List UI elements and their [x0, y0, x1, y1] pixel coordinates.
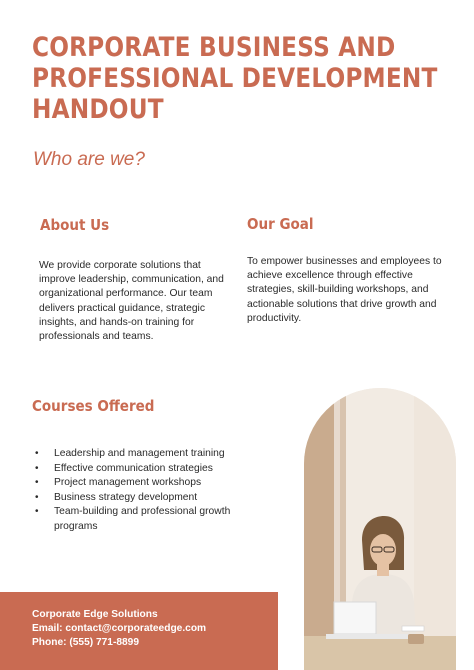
our-goal-heading: Our Goal: [247, 215, 314, 233]
list-item: • Business strategy development: [32, 491, 252, 506]
footer-company-name: Corporate Edge Solutions: [32, 609, 158, 620]
photo-illustration: [304, 388, 456, 670]
courses-offered-heading: Courses Offered: [32, 397, 155, 415]
title-line-3: HANDOUT: [32, 94, 164, 125]
courses-list: [32, 447, 252, 534]
list-item: • Team-building and professional growth programs: [32, 505, 252, 534]
document-title: [32, 32, 438, 125]
footer-phone: Phone: (555) 771-8899: [32, 637, 140, 648]
about-us-text: We provide corporate solutions that improve leadership, communication, and organizational performance. Our team delivers practical guidance, strategic insights, and hands-on training for professionals and teams.: [39, 260, 224, 343]
list-item: • Leadership and management training: [32, 447, 252, 462]
footer-email: Email: contact@corporateedge.com: [32, 623, 207, 634]
title-line-2: PROFESSIONAL DEVELOPMENT: [32, 63, 438, 94]
list-item: • Effective communication strategies: [32, 462, 252, 477]
about-us-heading: About Us: [40, 216, 110, 234]
our-goal-text: To empower businesses and employees to achieve excellence through effective strategies, skill-building workshops, and actionable solutions that drive growth and productivity.: [247, 256, 442, 324]
list-item: • Project management workshops: [32, 476, 252, 491]
woman-at-laptop-photo: [304, 388, 456, 670]
subtitle: Who are we?: [33, 149, 145, 170]
title-line-1: CORPORATE BUSINESS AND: [32, 32, 396, 63]
